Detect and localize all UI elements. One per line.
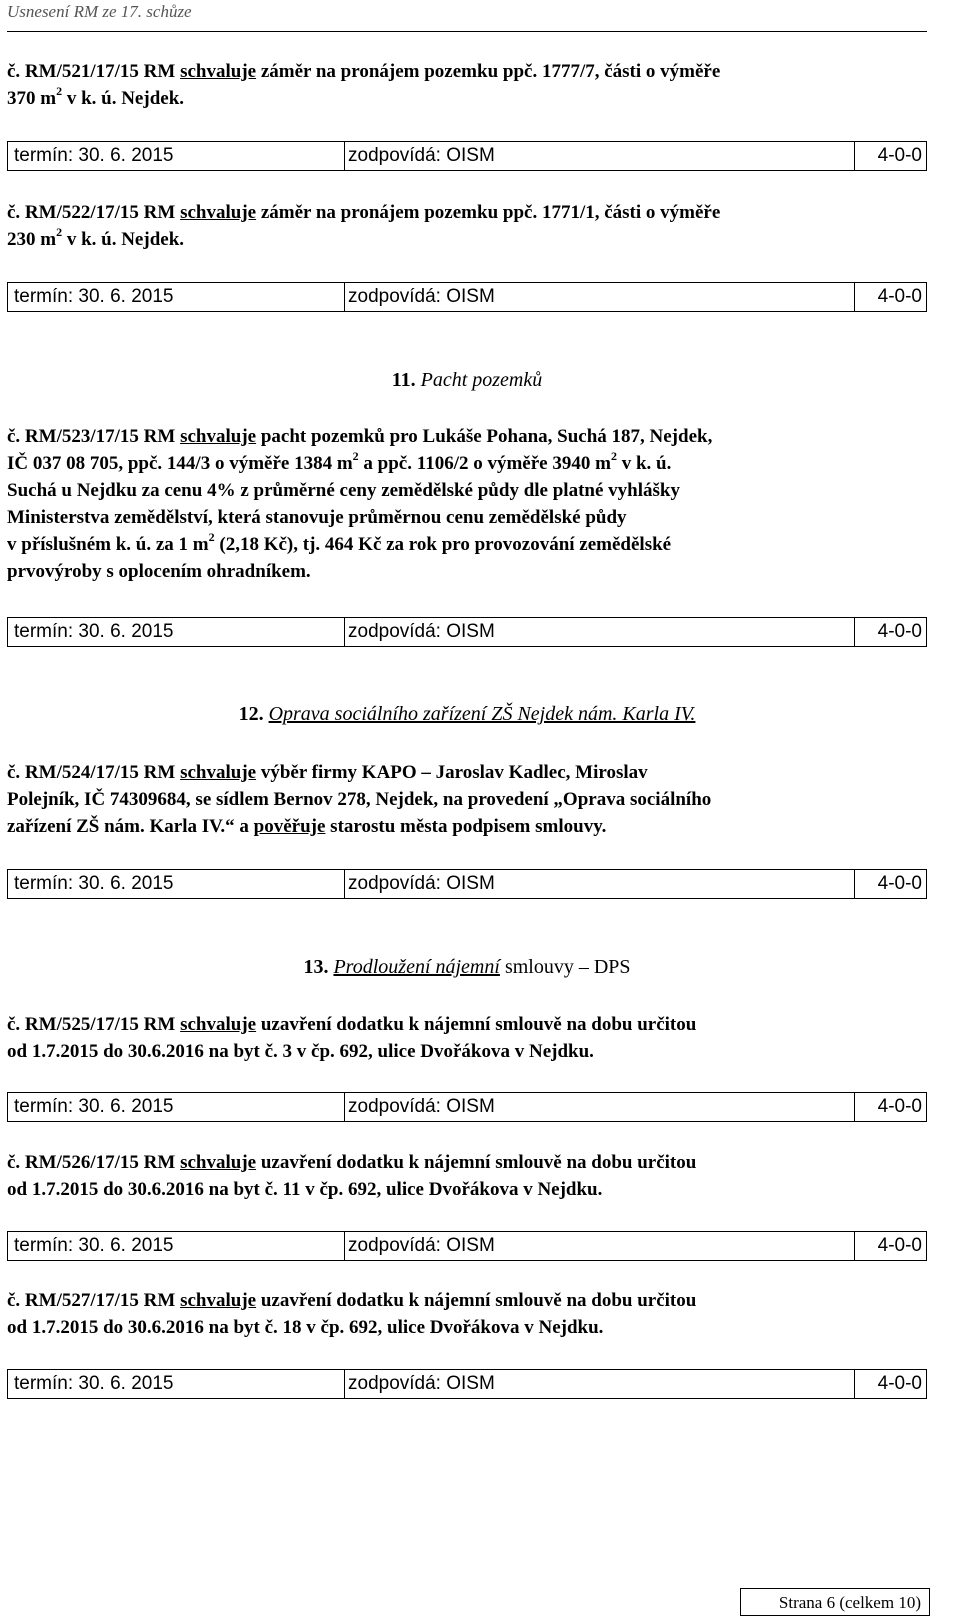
table-row: termín: 30. 6. 2015 zodpovídá: OISM 4-0-0 <box>7 1092 927 1122</box>
verb-schvaluje: schvaluje <box>180 1152 257 1173</box>
page-header <box>7 2 927 32</box>
section-heading-11: 11. Pacht pozemků <box>391 369 543 391</box>
verb-schvaluje: schvaluje <box>180 1290 257 1311</box>
resolution-527: č. RM/527/17/15 RM schvaluje uzavření dodatku k nájemní smlouvě na dobu určitou od 1.7.2015 do 30.6.2016 na byt č. 18 v čp. 692, ulice Dvořákova v Nejdku. <box>7 1290 697 1338</box>
section-heading-13: 13. Prodloužení nájemní smlouvy – DPS <box>303 956 631 978</box>
verb-schvaluje: schvaluje <box>180 1014 257 1035</box>
resolution-523: č. RM/523/17/15 RM schvaluje pacht pozemků pro Lukáše Pohana, Suchá 187, Nejdek, IČ 037 08 705, ppč. 144/3 o výměře 1384 $m^2$ a ppč. 1106/2 o výměře 3940 $m^2$ v k. ú. Suchá u Nejdku za cenu 4% z průměrné ceny zemědělské půdy dle platné vyhlášky Ministerstva zemědělství, která stanovuje průměrnou cenu zemědělské půdy v příslušném k. ú. za 1 $m^2$ (2,18 Kč), tj. 464 Kč za rok pro provozování zemědělské prvovýroby s oplocením ohradníkem. <box>7 426 713 582</box>
table-row: termín: 30. 6. 2015 zodpovídá: OISM 4-0-0 <box>7 1369 927 1399</box>
verb-schvaluje: schvaluje <box>180 762 257 783</box>
page-number: Strana 6 (celkem 10) <box>778 1593 921 1612</box>
table-row: termín: 30. 6. 2015 zodpovídá: OISM 4-0-0 <box>7 141 927 171</box>
page-footer <box>740 1588 930 1616</box>
resolution-526: č. RM/526/17/15 RM schvaluje uzavření dodatku k nájemní smlouvě na dobu určitou od 1.7.2015 do 30.6.2016 na byt č. 11 v čp. 692, ulice Dvořákova v Nejdku. <box>7 1152 697 1200</box>
resolution-524: č. RM/524/17/15 RM schvaluje výběr firmy KAPO – Jaroslav Kadlec, Miroslav Polejník, IČ 74309684, se sídlem Bernov 278, Nejdek, na provedení „Oprava sociálního zařízení ZŠ nám. Karla IV.“ a pověřuje starostu města podpisem smlouvy. <box>7 762 712 837</box>
header-title: Usnesení RM ze 17. schůze <box>7 2 192 21</box>
table-row: termín: 30. 6. 2015 zodpovídá: OISM 4-0-0 <box>7 1231 927 1261</box>
resolution-522: č. RM/522/17/15 RM schvaluje záměr na pronájem pozemku ppč. 1771/1, části o výměře 230 $m^2$ v k. ú. Nejdek. <box>7 202 721 250</box>
table-row: termín: 30. 6. 2015 zodpovídá: OISM 4-0-0 <box>7 282 927 312</box>
table-row: termín: 30. 6. 2015 zodpovídá: OISM 4-0-0 <box>7 617 927 647</box>
verb-schvaluje: schvaluje <box>180 61 257 82</box>
resolution-525: č. RM/525/17/15 RM schvaluje uzavření dodatku k nájemní smlouvě na dobu určitou od 1.7.2015 do 30.6.2016 na byt č. 3 v čp. 692, ulice Dvořákova v Nejdku. <box>7 1014 697 1062</box>
verb-schvaluje: schvaluje <box>180 202 257 223</box>
table-row: termín: 30. 6. 2015 zodpovídá: OISM 4-0-0 <box>7 869 927 899</box>
verb-schvaluje: schvaluje <box>180 426 257 447</box>
section-heading-12: 12. Oprava sociálního zařízení ZŠ Nejdek nám. Karla IV. <box>238 703 696 725</box>
resolution-521: č. RM/521/17/15 RM schvaluje záměr na pronájem pozemku ppč. 1777/7, části o výměře 370 $m^2$ v k. ú. Nejdek. <box>7 61 721 109</box>
verb-poveruje: pověřuje <box>253 816 326 837</box>
